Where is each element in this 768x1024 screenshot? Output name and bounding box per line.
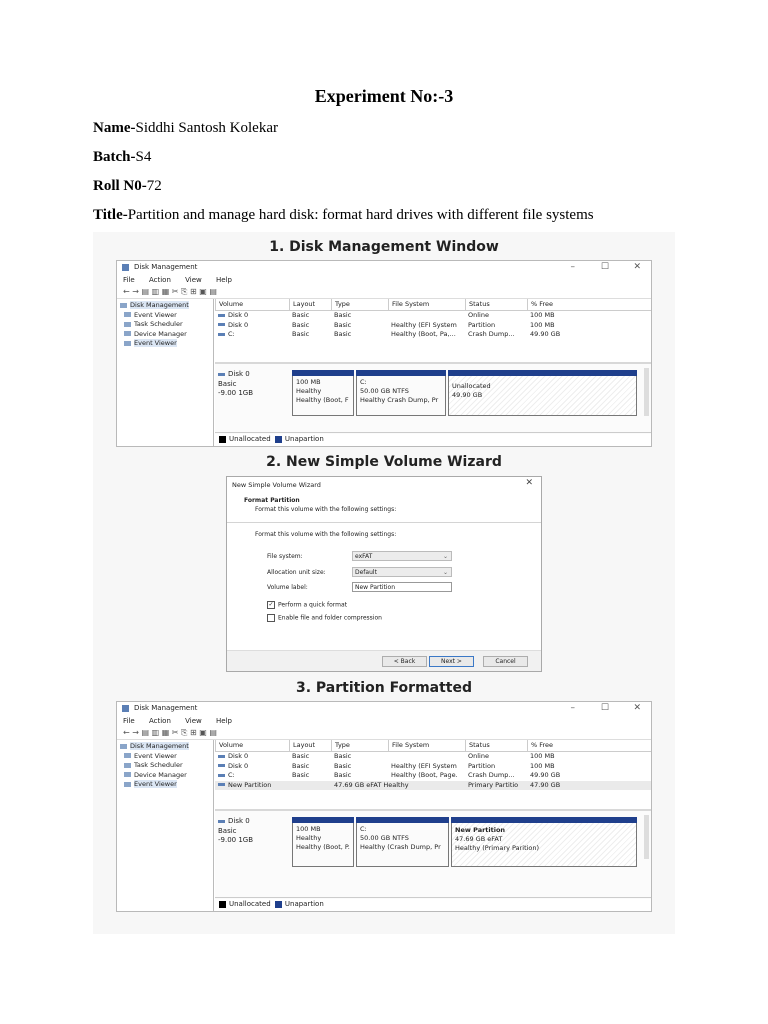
- name-value: Siddhi Santosh Kolekar: [135, 120, 278, 136]
- partition-detail: Healthy (Boot, F: [296, 396, 349, 404]
- volume-status: Primary Partitio: [468, 780, 519, 789]
- column-type[interactable]: Type: [331, 299, 387, 310]
- disk-size: -9.00 1GB: [218, 836, 254, 844]
- volume-type: Basic: [334, 320, 352, 329]
- minimize-button[interactable]: –: [570, 703, 575, 713]
- column-status[interactable]: Status: [465, 299, 527, 310]
- tree-item-device-manager[interactable]: Device Manager: [117, 771, 213, 781]
- disk-map-scrollbar[interactable]: [644, 368, 649, 416]
- legend-unapartion: Unapartion: [284, 435, 324, 443]
- chevron-down-icon: ⌄: [442, 569, 448, 576]
- partition-unallocated[interactable]: [448, 370, 637, 416]
- volume-name: Disk 0: [228, 311, 249, 319]
- menu-help[interactable]: Help: [215, 276, 232, 284]
- tree-item-task-scheduler[interactable]: Task Scheduler: [117, 320, 213, 330]
- volume-icon: [218, 333, 225, 336]
- quick-format-checkbox[interactable]: [267, 601, 347, 609]
- volume-status: Online: [468, 311, 489, 319]
- tree-item-event-viewer[interactable]: Event Viewer: [117, 311, 213, 321]
- wizard-subheading: Format this volume with the following settings:: [255, 506, 397, 513]
- title-value: Partition and manage hard disk: format hard drives with different file systems: [127, 207, 594, 223]
- caption-disk-management: 1. Disk Management Window: [269, 239, 499, 255]
- column-free[interactable]: % Free: [527, 299, 591, 310]
- legend-unallocated: Unallocated: [229, 900, 271, 908]
- task-scheduler-icon: [124, 322, 131, 327]
- partition-detail: Healthy (Crash Dump, Pr: [360, 843, 441, 851]
- volume-list-header: [215, 740, 651, 752]
- tree-item-event-viewer-2[interactable]: Event Viewer: [117, 780, 213, 790]
- caption-partition-formatted: 3. Partition Formatted: [295, 680, 473, 696]
- window-title: Disk Management: [134, 704, 198, 712]
- allocation-unit-select[interactable]: [352, 567, 452, 577]
- disk-management-icon: [122, 705, 129, 712]
- partition-size: 50.00 GB NTFS: [360, 387, 409, 395]
- volume-list-header: [215, 299, 651, 311]
- file-system-select[interactable]: [352, 551, 452, 561]
- volume-status: Crash Dump...: [468, 330, 515, 338]
- window-body: [117, 740, 651, 911]
- navigation-tree: [117, 299, 214, 446]
- volume-status: Partition: [468, 761, 496, 770]
- disk-management-icon: [120, 303, 127, 308]
- file-system-label: File system:: [267, 553, 303, 560]
- volume-status: Online: [468, 752, 489, 760]
- volume-name: C:: [228, 771, 235, 779]
- partition-detail: Healthy (Boot, P.: [296, 843, 350, 851]
- partition-health: Healthy: [296, 387, 322, 395]
- partition-c[interactable]: [356, 817, 449, 867]
- volume-file-system: Healthy (Boot, Page.: [391, 771, 458, 779]
- disk-name: Disk 0: [228, 370, 250, 378]
- event-viewer-icon: [124, 753, 131, 758]
- tree-item-event-viewer-2[interactable]: Event Viewer: [117, 339, 213, 349]
- disk-icon: [218, 373, 225, 376]
- disk-management-window-1: [116, 260, 652, 447]
- disk-map: [215, 809, 651, 899]
- table-row[interactable]: [215, 321, 651, 331]
- partition-c[interactable]: [356, 370, 446, 416]
- device-manager-icon: [124, 772, 131, 777]
- partition-bar: [451, 817, 637, 823]
- window-title: Disk Management: [134, 263, 198, 271]
- volume-name: Disk 0: [228, 761, 249, 770]
- checkbox-checked-icon: ✓: [268, 601, 274, 608]
- roll-field: [93, 178, 162, 195]
- menu-view[interactable]: View: [185, 717, 202, 725]
- event-viewer-icon: [124, 341, 131, 346]
- column-layout[interactable]: Layout: [289, 740, 331, 751]
- quick-format-label: Perform a quick format: [278, 601, 348, 609]
- next-button[interactable]: Next >: [429, 656, 474, 667]
- unallocated-swatch: [219, 901, 226, 908]
- menu-help[interactable]: Help: [215, 717, 232, 725]
- cancel-button[interactable]: Cancel: [483, 656, 528, 667]
- wizard-intro: Format this volume with the following settings:: [255, 531, 397, 538]
- title-key: Title-: [93, 207, 128, 223]
- allocation-unit-label: Allocation unit size:: [267, 569, 326, 576]
- volume-free: 49.90 GB: [530, 330, 561, 338]
- partition-letter: C:: [360, 378, 367, 386]
- table-row[interactable]: [215, 752, 651, 762]
- volume-status: Crash Dump...: [468, 771, 515, 779]
- file-system-value: exFAT: [355, 553, 373, 560]
- tree-item-event-viewer[interactable]: Event Viewer: [117, 752, 213, 762]
- unallocated-swatch: [219, 436, 226, 443]
- partition-size: 100 MB: [296, 378, 321, 386]
- legend: [215, 432, 651, 445]
- chevron-down-icon: ⌄: [442, 553, 448, 560]
- back-button[interactable]: < Back: [382, 656, 427, 667]
- volume-free: 100 MB: [530, 761, 555, 770]
- disk-management-window-2: [116, 701, 652, 912]
- volume-free: 100 MB: [530, 320, 555, 329]
- partition-size: 47.69 GB eFAT: [455, 835, 503, 843]
- tree-item-disk-management[interactable]: Disk Management: [117, 742, 213, 752]
- page-title: Experiment No:-3: [314, 86, 454, 106]
- legend-unallocated: Unallocated: [229, 435, 271, 443]
- volume-layout: Basic: [292, 311, 310, 319]
- volume-label-label: Volume label:: [267, 584, 308, 591]
- tree-item-device-manager[interactable]: Device Manager: [117, 330, 213, 340]
- table-row[interactable]: [215, 762, 651, 772]
- menu-bar: [117, 274, 651, 286]
- table-row[interactable]: [215, 330, 651, 340]
- menu-file[interactable]: File: [123, 717, 135, 725]
- event-viewer-icon: [124, 782, 131, 787]
- disk-management-icon: [122, 264, 129, 271]
- volume-area: [215, 740, 651, 911]
- partition-letter: C:: [360, 825, 367, 833]
- menu-action[interactable]: Action: [148, 276, 171, 284]
- volume-type: 47.69 GB eFAT Healthy: [334, 780, 409, 789]
- partition-bar: [292, 370, 354, 376]
- menu-action[interactable]: Action: [148, 717, 171, 725]
- toolbar[interactable]: ← → ▤ ▥ ▦ ✂ ⎘ ⊞ ▣ ▤: [117, 727, 651, 740]
- column-status[interactable]: Status: [465, 740, 527, 751]
- name-key: Name-: [93, 120, 136, 136]
- volume-icon: [218, 764, 225, 767]
- volume-area: [215, 299, 651, 446]
- disk-management-icon: [120, 744, 127, 749]
- wizard-title: New Simple Volume Wizard: [232, 481, 321, 489]
- checkbox-empty-icon: [267, 614, 275, 622]
- disk-map: [215, 362, 651, 434]
- volume-name: C:: [228, 330, 235, 338]
- toolbar[interactable]: ← → ▤ ▥ ▦ ✂ ⎘ ⊞ ▣ ▤: [117, 286, 651, 299]
- wizard-header: [227, 492, 541, 523]
- volume-status: Partition: [468, 320, 496, 329]
- disk-map-scrollbar[interactable]: [644, 815, 649, 859]
- event-viewer-icon: [124, 312, 131, 317]
- task-scheduler-icon: [124, 763, 131, 768]
- roll-value: 72: [146, 178, 162, 194]
- title-bar: [117, 261, 651, 274]
- new-simple-volume-wizard: [226, 476, 542, 672]
- partition-size: 50.00 GB NTFS: [360, 834, 409, 842]
- volume-layout: Basic: [292, 761, 310, 770]
- legend-unapartion: Unapartion: [284, 900, 324, 908]
- wizard-footer: [227, 650, 541, 671]
- volume-name: New Partition: [228, 780, 272, 789]
- device-manager-icon: [124, 331, 131, 336]
- close-button[interactable]: ✕: [525, 478, 533, 488]
- batch-value: S4: [135, 149, 152, 165]
- title-field: [93, 207, 594, 224]
- close-button[interactable]: ✕: [633, 703, 641, 713]
- column-file-system[interactable]: File System: [388, 299, 464, 310]
- disk-type: Basic: [218, 826, 237, 835]
- partition-detail: Healthy Crash Dump, Pr: [360, 396, 439, 404]
- disk-type: Basic: [218, 379, 237, 388]
- volume-name: Disk 0: [228, 320, 249, 329]
- batch-key: Batch-: [93, 149, 136, 165]
- partition-bar: [448, 370, 637, 376]
- disk-label[interactable]: [218, 817, 288, 846]
- roll-key: Roll N0-: [93, 178, 147, 194]
- volume-icon: [218, 783, 225, 786]
- column-volume[interactable]: Volume: [215, 740, 291, 751]
- volume-type: Basic: [334, 311, 352, 319]
- partition-health: Healthy: [296, 834, 322, 842]
- table-row[interactable]: [215, 311, 651, 321]
- volume-list: [215, 299, 651, 340]
- caption-wizard: 2. New Simple Volume Wizard: [266, 454, 502, 470]
- volume-icon: [218, 323, 225, 326]
- volume-icon: [218, 755, 225, 758]
- volume-file-system: Healthy (EFI System: [391, 761, 457, 770]
- volume-layout: Basic: [292, 320, 310, 329]
- volume-file-system: Healthy (Boot, Pa,...: [391, 330, 456, 338]
- title-bar: [117, 702, 651, 715]
- disk-size: -9.00 1GB: [218, 389, 254, 397]
- volume-type: Basic: [334, 330, 352, 338]
- table-row[interactable]: [215, 781, 651, 791]
- column-file-system[interactable]: File System: [388, 740, 464, 751]
- volume-layout: Basic: [292, 330, 310, 338]
- volume-icon: [218, 314, 225, 317]
- maximize-button[interactable]: ☐: [600, 262, 609, 272]
- disk-label[interactable]: [218, 370, 288, 399]
- menu-view[interactable]: View: [185, 276, 202, 284]
- partition-name: New Partition: [455, 826, 506, 834]
- volume-free: 47.90 GB: [530, 780, 561, 789]
- volume-free: 100 MB: [530, 752, 555, 760]
- navigation-tree: [117, 740, 214, 911]
- primary-swatch: [275, 436, 282, 443]
- disk-name: Disk 0: [228, 817, 250, 825]
- volume-icon: [218, 774, 225, 777]
- volume-name: Disk 0: [228, 752, 249, 760]
- menu-bar: [117, 715, 651, 727]
- partition-efi[interactable]: [292, 370, 354, 416]
- close-button[interactable]: ✕: [633, 262, 641, 272]
- volume-layout: Basic: [292, 752, 310, 760]
- column-type[interactable]: Type: [331, 740, 387, 751]
- volume-type: Basic: [334, 761, 352, 770]
- primary-swatch: [275, 901, 282, 908]
- volume-type: Basic: [334, 771, 352, 779]
- batch-field: [93, 149, 151, 166]
- partition-new[interactable]: [451, 817, 637, 867]
- volume-free: 100 MB: [530, 311, 555, 319]
- volume-list: [215, 740, 651, 790]
- volume-layout: Basic: [292, 771, 310, 779]
- partition-bar: [292, 817, 354, 823]
- partition-bar: [356, 370, 446, 376]
- volume-label-input[interactable]: New Partition: [352, 582, 452, 592]
- compression-label: Enable file and folder compression: [278, 614, 382, 622]
- volume-type: Basic: [334, 752, 352, 760]
- partition-status: Unallocated: [452, 382, 491, 390]
- allocation-unit-value: Default: [355, 569, 377, 576]
- volume-file-system: Healthy (EFI System: [391, 320, 457, 329]
- partition-efi[interactable]: [292, 817, 354, 867]
- column-free[interactable]: % Free: [527, 740, 591, 751]
- compression-checkbox[interactable]: [267, 614, 382, 622]
- wizard-heading: Format Partition: [244, 497, 300, 504]
- maximize-button[interactable]: ☐: [600, 703, 609, 713]
- partition-bar: [356, 817, 449, 823]
- disk-icon: [218, 820, 225, 823]
- legend: [215, 897, 651, 911]
- partition-health: Healthy (Primary Parition): [455, 844, 540, 852]
- partition-size: 49.90 GB: [452, 391, 483, 399]
- column-volume[interactable]: Volume: [215, 299, 291, 310]
- partition-size: 100 MB: [296, 825, 321, 833]
- volume-free: 49.90 GB: [530, 771, 561, 779]
- table-row[interactable]: [215, 771, 651, 781]
- window-body: [117, 299, 651, 446]
- menu-file[interactable]: File: [123, 276, 135, 284]
- name-field: [93, 120, 278, 137]
- tree-item-task-scheduler[interactable]: Task Scheduler: [117, 761, 213, 771]
- column-layout[interactable]: Layout: [289, 299, 331, 310]
- minimize-button[interactable]: –: [570, 262, 575, 272]
- tree-item-disk-management[interactable]: Disk Management: [117, 301, 213, 311]
